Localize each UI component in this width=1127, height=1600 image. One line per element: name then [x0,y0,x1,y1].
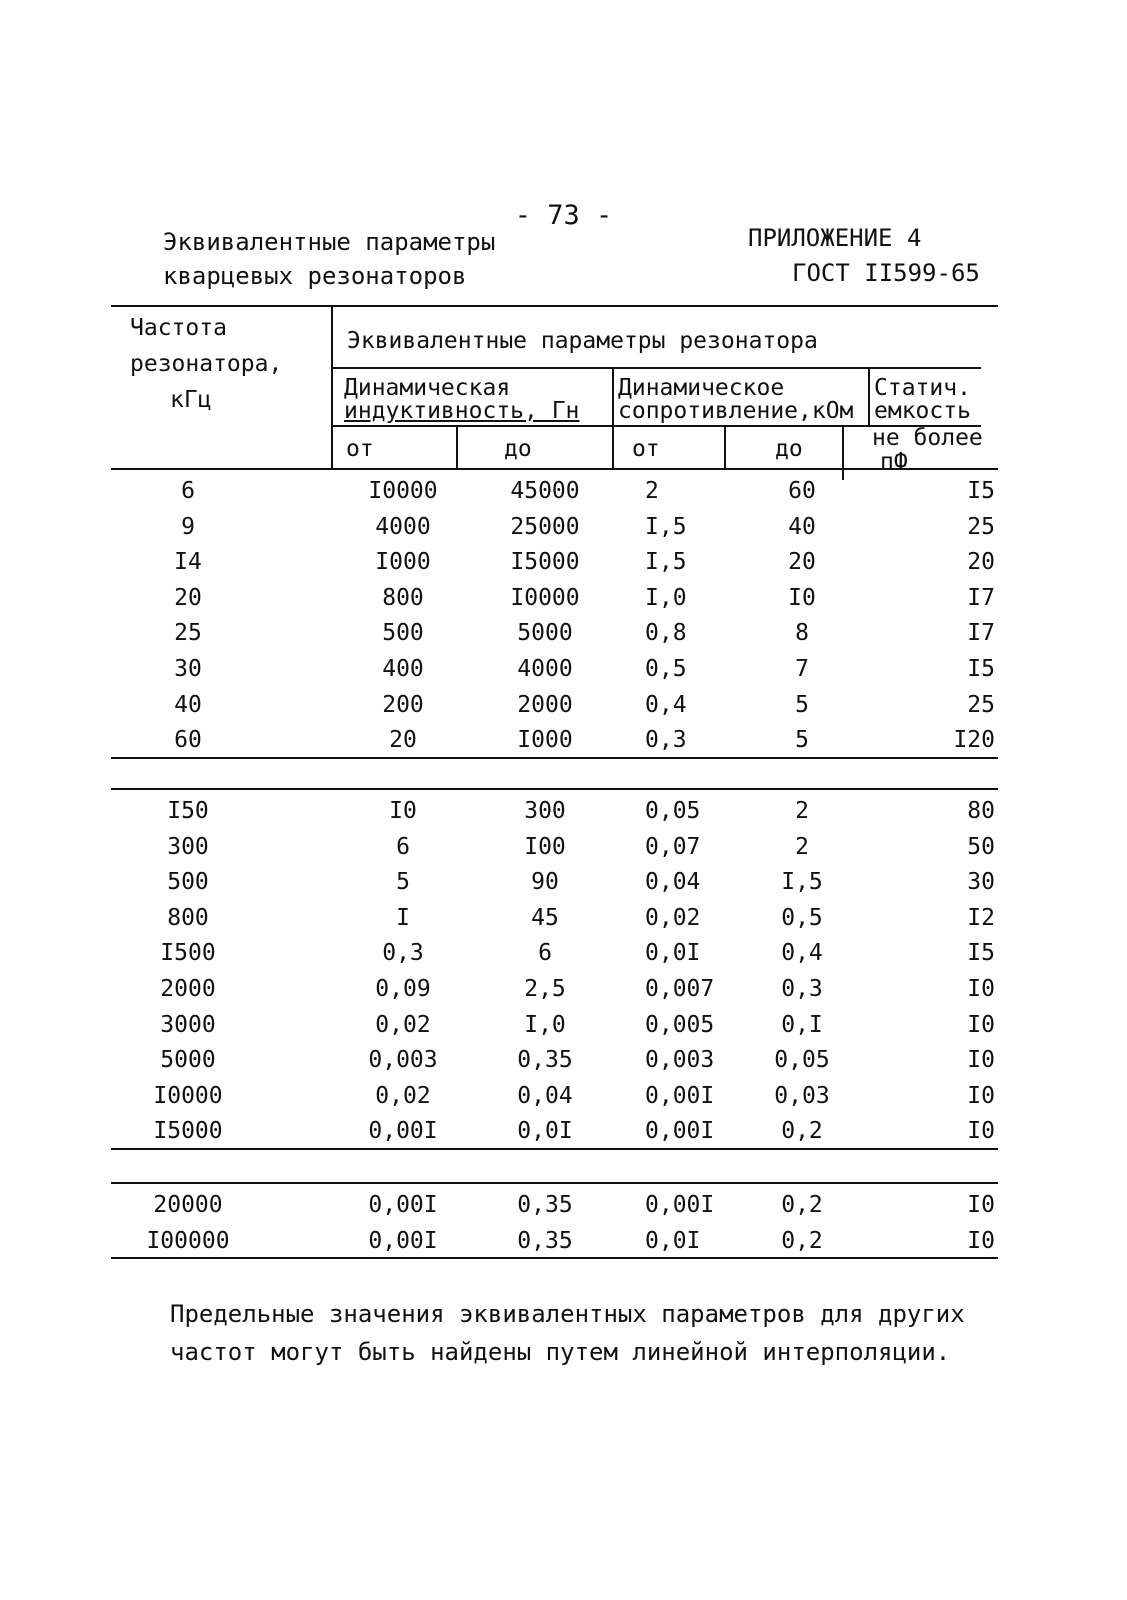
cell-frequency: I0000 [153,1082,223,1109]
cell-capacitance: I2 [967,904,995,931]
cell-inductance-to: 90 [531,869,559,896]
cell-frequency: 5000 [160,1047,216,1074]
header-inductance-to: до [504,436,532,462]
divider-capacitance-sub [842,426,844,480]
cell-resistance-to: 0,I [781,1011,823,1038]
cell-resistance-from: 0,8 [645,620,687,647]
cell-inductance-from: 5 [396,869,410,896]
divider-inductance-sub [456,426,458,470]
cell-frequency: 20000 [153,1192,223,1218]
cell-resistance-from: 0,02 [645,904,701,931]
cell-capacitance: I0 [967,1227,995,1254]
cell-resistance-to: 0,2 [781,1227,823,1254]
cell-resistance-to: 20 [788,549,816,576]
cell-inductance-from: 800 [382,584,424,611]
header-resistance-line-1: Динамическое [618,375,785,401]
cell-inductance-from: I0000 [368,478,438,504]
cell-inductance-to: 45000 [510,478,580,504]
cell-inductance-to: 300 [524,798,566,824]
divider-frequency [331,306,333,470]
cell-resistance-from: 0,4 [645,691,687,718]
cell-capacitance: I7 [967,584,995,611]
cell-inductance-from: 0,00I [368,1192,438,1218]
cell-inductance-to: I0000 [510,584,580,611]
cell-capacitance: 30 [967,869,995,896]
cell-resistance-to: 0,2 [781,1192,823,1218]
group-start-rule [111,1182,998,1184]
cell-inductance-from: 200 [382,691,424,718]
header-frequency-line-1: Частота [130,315,227,341]
cell-capacitance: 25 [967,691,995,718]
cell-resistance-to: 7 [795,656,809,682]
cell-inductance-from: 20 [389,727,417,754]
cell-inductance-to: I000 [517,727,573,754]
cell-resistance-from: 0,5 [645,656,687,682]
cell-frequency: 30 [174,656,202,682]
cell-resistance-from: 0,3 [645,727,687,754]
cell-capacitance: 50 [967,833,995,860]
cell-inductance-to: 2,5 [524,976,566,1002]
cell-resistance-from: 0,04 [645,869,701,896]
cell-inductance-to: 0,0I [517,1118,573,1145]
cell-inductance-to: I00 [524,833,566,860]
cell-frequency: 300 [167,833,209,860]
cell-capacitance: I0 [967,976,995,1002]
cell-frequency: 500 [167,869,209,896]
cell-inductance-to: I5000 [510,549,580,576]
cell-frequency: 800 [167,904,209,931]
group-end-rule [111,1257,998,1259]
cell-resistance-from: 0,0I [645,1227,701,1254]
cell-frequency: 3000 [160,1011,216,1038]
cell-inductance-from: 0,02 [375,1082,431,1109]
cell-frequency: 6 [181,478,195,504]
cell-resistance-from: 0,05 [645,798,701,824]
header-resistance-from: от [632,436,660,462]
header-inductance-line-2: индуктивность, Гн [344,398,580,424]
cell-capacitance: I0 [967,1118,995,1145]
cell-capacitance: I0 [967,1192,995,1218]
header-capacitance-unit: пФ [880,449,908,475]
cell-inductance-to: 6 [538,940,552,967]
cell-resistance-from: 0,00I [645,1192,715,1218]
cell-inductance-from: I000 [375,549,431,576]
header-frequency-unit: кГц [170,387,212,413]
cell-resistance-from: I,5 [645,513,687,540]
cell-resistance-from: 0,00I [645,1118,715,1145]
cell-inductance-from: 0,3 [382,940,424,967]
page-title-line-2: кварцевых резонаторов [163,262,467,290]
cell-inductance-to: 0,35 [517,1227,573,1254]
cell-frequency: 40 [174,691,202,718]
cell-resistance-from: I,5 [645,549,687,576]
cell-inductance-to: 5000 [517,620,573,647]
cell-inductance-from: 500 [382,620,424,647]
cell-frequency: 20 [174,584,202,611]
cell-frequency: I00000 [146,1227,230,1254]
cell-inductance-from: I [396,904,410,931]
cell-resistance-from: 0,007 [645,976,715,1002]
cell-inductance-from: 400 [382,656,424,682]
cell-capacitance: I0 [967,1011,995,1038]
cell-resistance-from: 0,003 [645,1047,715,1074]
cell-inductance-to: 45 [531,904,559,931]
cell-inductance-from: I0 [389,798,417,824]
cell-resistance-from: I,0 [645,584,687,611]
cell-capacitance: I5 [967,656,995,682]
cell-inductance-to: 4000 [517,656,573,682]
page-number: - 73 - [514,200,613,231]
cell-capacitance: I5 [967,478,995,504]
cell-resistance-to: 0,05 [774,1047,830,1074]
header-bottom-rule [111,468,998,470]
cell-resistance-from: 0,0I [645,940,701,967]
cell-inductance-to: I,0 [524,1011,566,1038]
cell-resistance-to: 60 [788,478,816,504]
cell-resistance-from: 2 [645,478,659,504]
table-top-rule [111,305,998,307]
cell-resistance-to: 0,2 [781,1118,823,1145]
divider-resistance-sub [724,426,726,470]
group-header-rule [331,367,981,369]
cell-inductance-from: 4000 [375,513,431,540]
group-start-rule [111,788,998,790]
cell-frequency: I500 [160,940,216,967]
cell-frequency: 9 [181,513,195,540]
cell-resistance-from: 0,07 [645,833,701,860]
cell-resistance-to: 0,03 [774,1082,830,1109]
header-equivalent-parameters: Эквивалентные параметры резонатора [347,328,818,354]
cell-frequency: I50 [167,798,209,824]
cell-resistance-to: 2 [795,833,809,860]
cell-resistance-to: I0 [788,584,816,611]
group-end-rule [111,757,998,759]
cell-inductance-to: 25000 [510,513,580,540]
cell-frequency: I4 [174,549,202,576]
cell-capacitance: 80 [967,798,995,824]
header-inductance-line-1: Динамическая [344,375,511,401]
header-inductance-from: от [346,436,374,462]
note-line-2: частот могут быть найдены путем линейной интерполяции. [170,1338,951,1366]
cell-inductance-to: 0,35 [517,1192,573,1218]
cell-resistance-to: 0,5 [781,904,823,931]
cell-capacitance: I0 [967,1082,995,1109]
cell-resistance-to: 5 [795,691,809,718]
cell-inductance-to: 2000 [517,691,573,718]
cell-capacitance: I0 [967,1047,995,1074]
appendix-label: ПРИЛОЖЕНИЕ 4 [748,224,922,252]
cell-resistance-to: 0,4 [781,940,823,967]
header-capacitance-line-2: емкость [874,398,971,424]
cell-resistance-to: I,5 [781,869,823,896]
header-frequency-line-2: резонатора, [130,351,283,377]
divider-resistance [868,368,870,426]
note-line-1: Предельные значения эквивалентных параметров для других [170,1300,965,1328]
cell-inductance-to: 0,35 [517,1047,573,1074]
cell-frequency: I5000 [153,1118,223,1145]
cell-resistance-to: 5 [795,727,809,754]
cell-resistance-from: 0,00I [645,1082,715,1109]
cell-frequency: 60 [174,727,202,754]
group-end-rule [111,1148,998,1150]
cell-inductance-from: 0,00I [368,1227,438,1254]
cell-inductance-from: 6 [396,833,410,860]
cell-inductance-from: 0,02 [375,1011,431,1038]
cell-capacitance: 25 [967,513,995,540]
cell-capacitance: I7 [967,620,995,647]
divider-inductance [612,368,614,470]
cell-capacitance: I20 [953,727,995,754]
cell-inductance-from: 0,09 [375,976,431,1002]
cell-resistance-to: 0,3 [781,976,823,1002]
cell-inductance-from: 0,00I [368,1118,438,1145]
header-capacitance-max: не более [872,425,983,451]
header-resistance-line-2: сопротивление,кОм [618,398,854,424]
cell-resistance-to: 8 [795,620,809,647]
cell-frequency: 25 [174,620,202,647]
cell-resistance-to: 2 [795,798,809,824]
cell-frequency: 2000 [160,976,216,1002]
cell-capacitance: I5 [967,940,995,967]
gost-label: ГОСТ II599-65 [792,259,980,287]
cell-resistance-to: 40 [788,513,816,540]
page-title-line-1: Эквивалентные параметры [163,228,496,256]
cell-inductance-to: 0,04 [517,1082,573,1109]
cell-capacitance: 20 [967,549,995,576]
header-capacitance-line-1: Статич. [874,375,971,401]
header-resistance-to: до [775,436,803,462]
cell-inductance-from: 0,003 [368,1047,438,1074]
cell-resistance-from: 0,005 [645,1011,715,1038]
